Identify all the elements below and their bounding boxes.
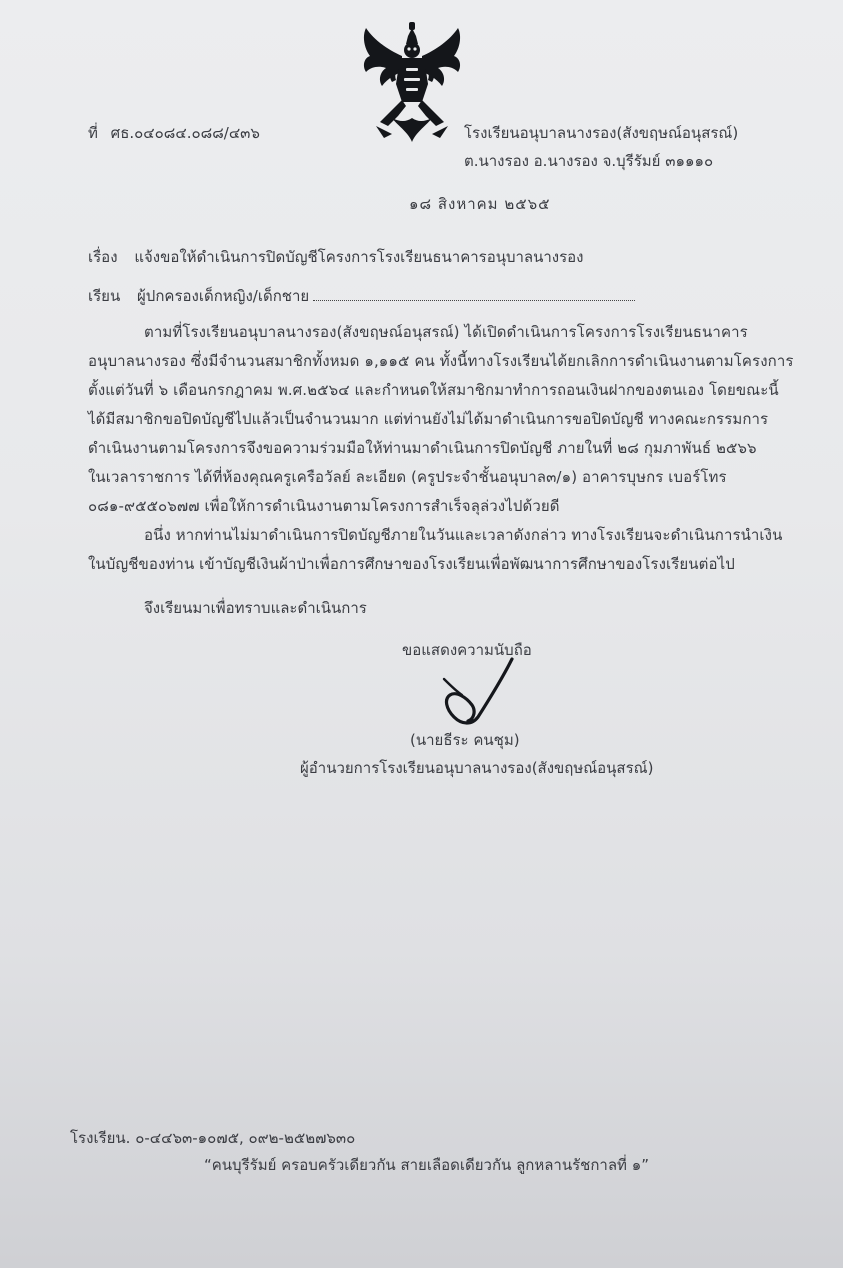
subject-text: แจ้งขอให้ดำเนินการปิดบัญชีโครงการโรงเรียนธนาคารอนุบาลนางรอง — [134, 248, 584, 266]
body-line: ๐๘๑-๙๕๕๐๖๗๗ เพื่อให้การดำเนินงานตามโครงการสำเร็จลุล่วงไปด้วยดี — [88, 497, 560, 515]
footer-motto: “คนบุรีรัมย์ ครอบครัวเดียวกัน สายเลือดเดียวกัน ลูกหลานรัชกาลที่ ๑” — [204, 1156, 649, 1174]
salutation: ขอแสดงความนับถือ — [402, 641, 532, 659]
body-line: อนุบาลนางรอง ซึ่งมีจำนวนสมาชิกทั้งหมด ๑,๑๑๕ คน ทั้งนี้ทางโรงเรียนได้ยกเลิกการดำเนินงานตามโครงการ — [88, 352, 794, 370]
letter-date: ๑๘ สิงหาคม ๒๕๖๕ — [409, 195, 551, 213]
body-line: ดำเนินงานตามโครงการจึงขอความร่วมมือให้ท่านมาดำเนินการปิดบัญชี ภายในที่ ๒๘ กุมภาพันธ์ ๒๕๖๖ — [88, 439, 757, 457]
signatory-name: (นายธีระ คนชุม) — [410, 731, 520, 749]
closing-request: จึงเรียนมาเพื่อทราบและดำเนินการ — [144, 599, 367, 617]
body-line: ได้มีสมาชิกขอปิดบัญชีไปแล้วเป็นจำนวนมาก แต่ท่านยังไม่ได้มาดำเนินการขอปิดบัญชี ทางคณะกรรมการ — [88, 410, 769, 428]
recipient-label: เรียน — [88, 287, 121, 305]
body-line: ตามที่โรงเรียนอนุบาลนางรอง(สังขฤษณ์อนุสรณ์) ได้เปิดดำเนินการโครงการโรงเรียนธนาคาร — [144, 323, 748, 341]
subject-line — [88, 245, 584, 269]
school-name: โรงเรียนอนุบาลนางรอง(สังขฤษณ์อนุสรณ์) — [464, 124, 739, 142]
reference-number: ศธ.๐๔๐๘๔.๐๘๘/๔๓๖ — [110, 124, 260, 142]
signatory-position: ผู้อำนวยการโรงเรียนอนุบาลนางรอง(สังขฤษณ์อนุสรณ์) — [300, 759, 654, 777]
body-line: ตั้งแต่วันที่ ๖ เดือนกรกฎาคม พ.ศ.๒๕๖๔ และกำหนดให้สมาชิกมาทำการถอนเงินฝากของตนเอง โดยขณะนี้ — [88, 381, 779, 399]
subject-label: เรื่อง — [88, 248, 118, 266]
reference-line — [88, 121, 260, 145]
footer-phone: โรงเรียน. ๐-๔๔๖๓-๑๐๗๕, ๐๙๒-๒๕๒๗๖๓๐ — [70, 1129, 356, 1147]
recipient-line — [88, 284, 635, 308]
school-address: ต.นางรอง อ.นางรอง จ.บุรีรัมย์ ๓๑๑๑๐ — [464, 152, 714, 170]
reference-label: ที่ — [88, 124, 98, 142]
handwritten-signature — [432, 655, 522, 727]
garuda-emblem-icon — [358, 22, 466, 144]
recipient-text: ผู้ปกครองเด็กหญิง/เด็กชาย — [137, 287, 310, 305]
recipient-fill-line — [313, 288, 635, 301]
body-line: อนึ่ง หากท่านไม่มาดำเนินการปิดบัญชีภายในวันและเวลาดังกล่าว ทางโรงเรียนจะดำเนินการนำเงิน — [144, 526, 783, 544]
body-line: ในบัญชีของท่าน เข้าบัญชีเงินผ้าป่าเพื่อการศึกษาของโรงเรียนเพื่อพัฒนาการศึกษาของโรงเรียนต่อไป — [88, 555, 735, 573]
body-line: ในเวลาราชการ ได้ที่ห้องคุณครูเครือวัลย์ ละเอียด (ครูประจำชั้นอนุบาล๓/๑) อาคารบุษกร เบอร์โทร — [88, 468, 727, 486]
